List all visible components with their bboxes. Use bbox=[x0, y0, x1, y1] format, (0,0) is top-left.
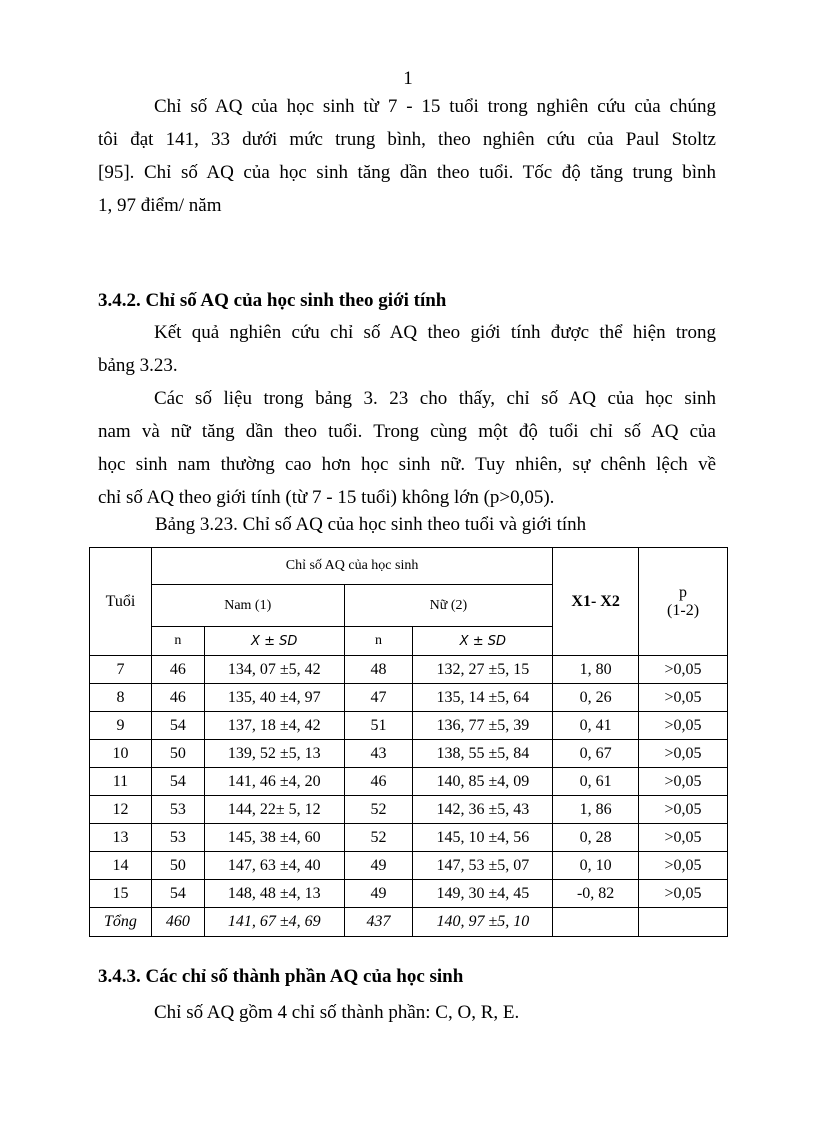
intro-paragraph bbox=[98, 90, 716, 222]
cell-m1: 135, 40 ±4, 97 bbox=[204, 684, 344, 712]
cell-n2: 46 bbox=[344, 768, 413, 796]
total-diff bbox=[553, 908, 639, 937]
cell-n2: 47 bbox=[344, 684, 413, 712]
cell-diff: 0, 10 bbox=[553, 852, 639, 880]
p1-line-1: Kết quả nghiên cứu chỉ số AQ theo giới tính được thể hiện trong bbox=[154, 322, 716, 343]
table-row bbox=[90, 880, 728, 908]
section-heading-342: 3.4.2. Chỉ số AQ của học sinh theo giới tính bbox=[98, 290, 447, 311]
header-aq-group: Chỉ số AQ của học sinh bbox=[151, 548, 552, 585]
cell-n2: 48 bbox=[344, 656, 413, 684]
cell-m1: 139, 52 ±5, 13 bbox=[204, 740, 344, 768]
cell-n1: 53 bbox=[151, 824, 204, 852]
cell-m2: 145, 10 ±4, 56 bbox=[413, 824, 553, 852]
header-diff: X1- X2 bbox=[553, 548, 639, 656]
cell-diff: 1, 80 bbox=[553, 656, 639, 684]
cell-n1: 54 bbox=[151, 768, 204, 796]
cell-n2: 49 bbox=[344, 880, 413, 908]
table-total-row bbox=[90, 908, 728, 937]
cell-age: 9 bbox=[90, 712, 152, 740]
cell-m2: 138, 55 ±5, 84 bbox=[413, 740, 553, 768]
cell-p: >0,05 bbox=[639, 796, 728, 824]
cell-p: >0,05 bbox=[639, 684, 728, 712]
cell-age: 13 bbox=[90, 824, 152, 852]
p2-line-4: chỉ số AQ theo giới tính (từ 7 - 15 tuổi) không lớn (p>0,05). bbox=[98, 487, 555, 508]
cell-age: 12 bbox=[90, 796, 152, 824]
cell-p: >0,05 bbox=[639, 824, 728, 852]
cell-age: 10 bbox=[90, 740, 152, 768]
table-body bbox=[90, 656, 728, 908]
intro-line-4: 1, 97 điểm/ năm bbox=[98, 195, 222, 216]
header-n-female: n bbox=[344, 627, 413, 656]
cell-diff: 0, 26 bbox=[553, 684, 639, 712]
table-row bbox=[90, 712, 728, 740]
cell-m2: 142, 36 ±5, 43 bbox=[413, 796, 553, 824]
section-343-text: Chỉ số AQ gồm 4 chỉ số thành phần: C, O, R, E. bbox=[154, 1002, 520, 1023]
cell-n2: 43 bbox=[344, 740, 413, 768]
total-age: Tổng bbox=[90, 908, 152, 937]
section-342-paragraph-2 bbox=[98, 382, 716, 514]
header-p-sub: (1-2) bbox=[667, 601, 700, 619]
section-343-paragraph bbox=[98, 996, 716, 1029]
cell-p: >0,05 bbox=[639, 740, 728, 768]
cell-m1: 144, 22± 5, 12 bbox=[204, 796, 344, 824]
header-age: Tuổi bbox=[90, 548, 152, 656]
total-m1: 141, 67 ±4, 69 bbox=[204, 908, 344, 937]
cell-m1: 141, 46 ±4, 20 bbox=[204, 768, 344, 796]
table-row bbox=[90, 796, 728, 824]
intro-line-2: tôi đạt 141, 33 dưới mức trung bình, theo nghiên cứu của Paul Stoltz bbox=[98, 129, 716, 150]
cell-n1: 50 bbox=[151, 740, 204, 768]
cell-diff: 0, 67 bbox=[553, 740, 639, 768]
intro-line-1: Chỉ số AQ của học sinh từ 7 - 15 tuổi trong nghiên cứu của chúng bbox=[154, 96, 716, 117]
cell-n1: 46 bbox=[151, 684, 204, 712]
header-p bbox=[639, 548, 728, 656]
cell-m1: 147, 63 ±4, 40 bbox=[204, 852, 344, 880]
header-female: Nữ (2) bbox=[344, 585, 553, 627]
table-caption: Bảng 3.23. Chỉ số AQ của học sinh theo tuổi và giới tính bbox=[155, 514, 587, 535]
cell-p: >0,05 bbox=[639, 852, 728, 880]
section-heading-343: 3.4.3. Các chỉ số thành phần AQ của học sinh bbox=[98, 966, 464, 987]
p1-line-2: bảng 3.23. bbox=[98, 355, 178, 376]
table-row bbox=[90, 740, 728, 768]
cell-p: >0,05 bbox=[639, 880, 728, 908]
cell-m1: 137, 18 ±4, 42 bbox=[204, 712, 344, 740]
table-row bbox=[90, 656, 728, 684]
cell-p: >0,05 bbox=[639, 768, 728, 796]
total-n1: 460 bbox=[151, 908, 204, 937]
table-row bbox=[90, 768, 728, 796]
cell-m1: 134, 07 ±5, 42 bbox=[204, 656, 344, 684]
cell-n1: 46 bbox=[151, 656, 204, 684]
cell-p: >0,05 bbox=[639, 656, 728, 684]
total-n2: 437 bbox=[344, 908, 413, 937]
cell-n2: 49 bbox=[344, 852, 413, 880]
cell-n1: 54 bbox=[151, 712, 204, 740]
cell-m2: 136, 77 ±5, 39 bbox=[413, 712, 553, 740]
p2-line-1: Các số liệu trong bảng 3. 23 cho thấy, chỉ số AQ của học sinh bbox=[154, 388, 716, 409]
cell-age: 7 bbox=[90, 656, 152, 684]
cell-diff: 0, 41 bbox=[553, 712, 639, 740]
aq-by-gender-table bbox=[89, 547, 728, 937]
total-m2: 140, 97 ±5, 10 bbox=[413, 908, 553, 937]
table-row bbox=[90, 684, 728, 712]
section-342-paragraph-1 bbox=[98, 316, 716, 382]
table-row bbox=[90, 852, 728, 880]
cell-m2: 140, 85 ±4, 09 bbox=[413, 768, 553, 796]
cell-diff: 0, 28 bbox=[553, 824, 639, 852]
cell-diff: 1, 86 bbox=[553, 796, 639, 824]
cell-diff: 0, 61 bbox=[553, 768, 639, 796]
cell-age: 8 bbox=[90, 684, 152, 712]
header-n-male: n bbox=[151, 627, 204, 656]
page-number: 1 bbox=[403, 68, 413, 89]
cell-age: 15 bbox=[90, 880, 152, 908]
cell-p: >0,05 bbox=[639, 712, 728, 740]
cell-m2: 135, 14 ±5, 64 bbox=[413, 684, 553, 712]
p2-line-2: nam và nữ tăng dần theo tuổi. Trong cùng một độ tuổi chỉ số AQ của bbox=[98, 421, 716, 442]
cell-diff: -0, 82 bbox=[553, 880, 639, 908]
cell-n2: 52 bbox=[344, 824, 413, 852]
cell-n1: 54 bbox=[151, 880, 204, 908]
cell-m2: 149, 30 ±4, 45 bbox=[413, 880, 553, 908]
p2-line-3: học sinh nam thường cao hơn học sinh nữ. Tuy nhiên, sự chênh lệch về bbox=[98, 454, 716, 475]
table-row bbox=[90, 824, 728, 852]
cell-n1: 53 bbox=[151, 796, 204, 824]
cell-age: 14 bbox=[90, 852, 152, 880]
cell-n2: 51 bbox=[344, 712, 413, 740]
cell-m1: 148, 48 ±4, 13 bbox=[204, 880, 344, 908]
cell-n2: 52 bbox=[344, 796, 413, 824]
cell-m1: 145, 38 ±4, 60 bbox=[204, 824, 344, 852]
total-p bbox=[639, 908, 728, 937]
cell-m2: 147, 53 ±5, 07 bbox=[413, 852, 553, 880]
header-mean-sd-male: X ± SD bbox=[204, 627, 344, 656]
header-male: Nam (1) bbox=[151, 585, 344, 627]
header-mean-sd-female: X ± SD bbox=[413, 627, 553, 656]
cell-age: 11 bbox=[90, 768, 152, 796]
cell-m2: 132, 27 ±5, 15 bbox=[413, 656, 553, 684]
intro-line-3: [95]. Chỉ số AQ của học sinh tăng dần theo tuổi. Tốc độ tăng trung bình bbox=[98, 162, 716, 183]
header-p-label: p bbox=[679, 583, 688, 601]
cell-n1: 50 bbox=[151, 852, 204, 880]
